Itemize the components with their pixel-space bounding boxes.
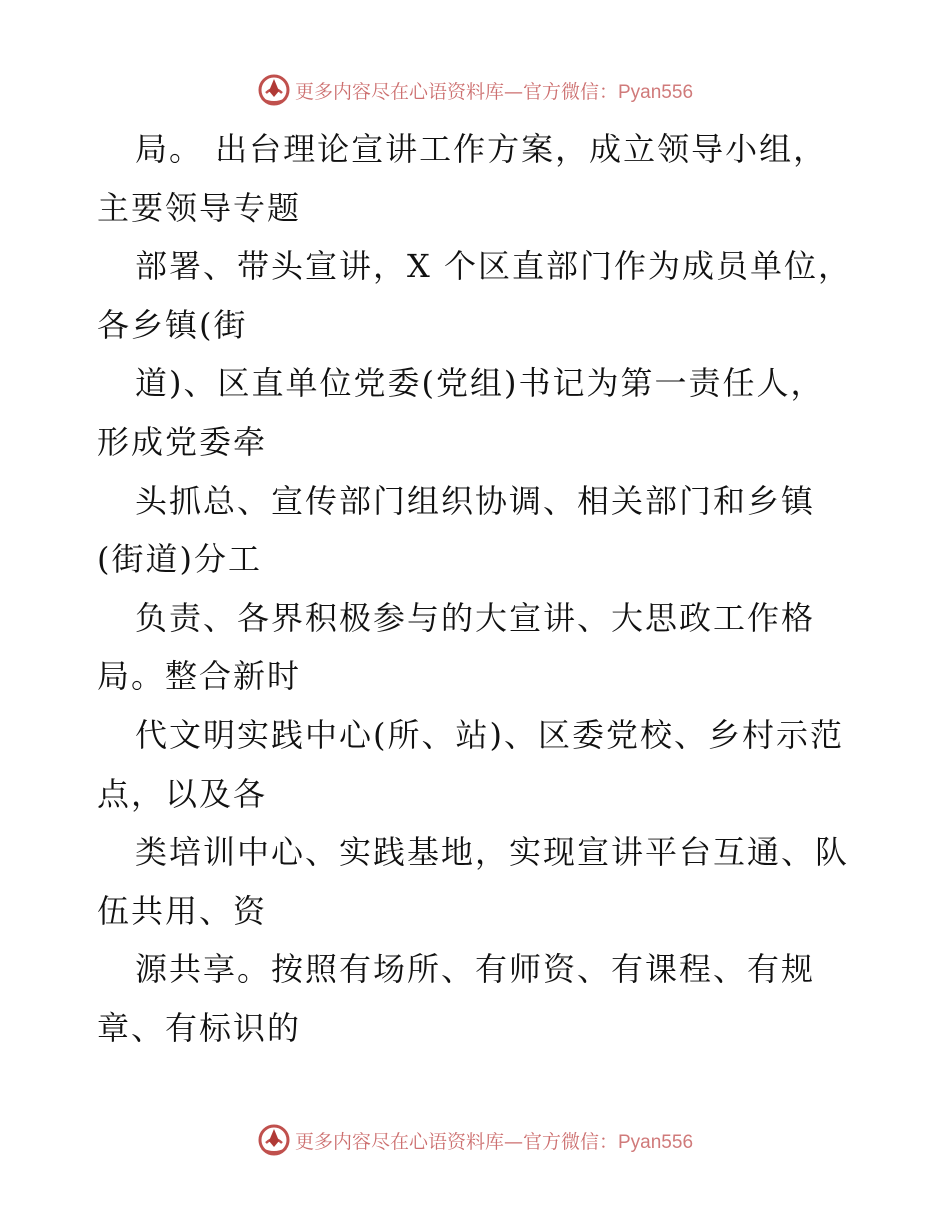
document-body xyxy=(97,120,877,1058)
text-line: 负责、各界积极参与的大宣讲、大思政工作格 xyxy=(135,598,816,637)
book-pen-logo-icon xyxy=(257,73,291,107)
watermark-text: 更多内容尽在心语资料库—官方微信：Pyan556 xyxy=(294,80,694,103)
text-line: 局。整合新时 xyxy=(97,657,302,696)
text-line: (街道)分工 xyxy=(97,540,262,579)
text-line: 章、有标识的 xyxy=(97,1008,302,1047)
text-line: 源共享。按照有场所、有师资、有课程、有规 xyxy=(135,950,816,989)
text-line: 局。 出台理论宣讲工作方案，成立领导小组， xyxy=(135,130,828,168)
book-pen-logo-icon xyxy=(257,1123,291,1157)
text-line: 类培训中心、实践基地，实现宣讲平台互通、队 xyxy=(135,833,850,872)
text-line: 主要领导专题 xyxy=(97,188,302,227)
text-line: 形成党委牵 xyxy=(97,422,268,461)
header-watermark xyxy=(0,70,950,110)
text-line: 各乡镇(街 xyxy=(97,305,248,344)
text-line: 伍共用、资 xyxy=(97,891,268,930)
watermark-text: 更多内容尽在心语资料库—官方微信：Pyan556 xyxy=(294,1130,694,1153)
text-line: 道)、区直单位党委(党组)书记为第一责任人， xyxy=(135,364,825,403)
footer-watermark xyxy=(0,1120,950,1160)
text-line: 代文明实践中心(所、站)、区委党校、乡村示范 xyxy=(135,715,844,754)
text-line: 部署、带头宣讲，X 个区直部门作为成员单位， xyxy=(135,247,852,286)
watermark-handle: Pyan556 xyxy=(618,81,694,103)
text-line: 头抓总、宣传部门组织协调、相关部门和乡镇 xyxy=(135,481,816,520)
text-line: 点，以及各 xyxy=(97,774,268,813)
watermark-handle: Pyan556 xyxy=(618,1131,694,1153)
